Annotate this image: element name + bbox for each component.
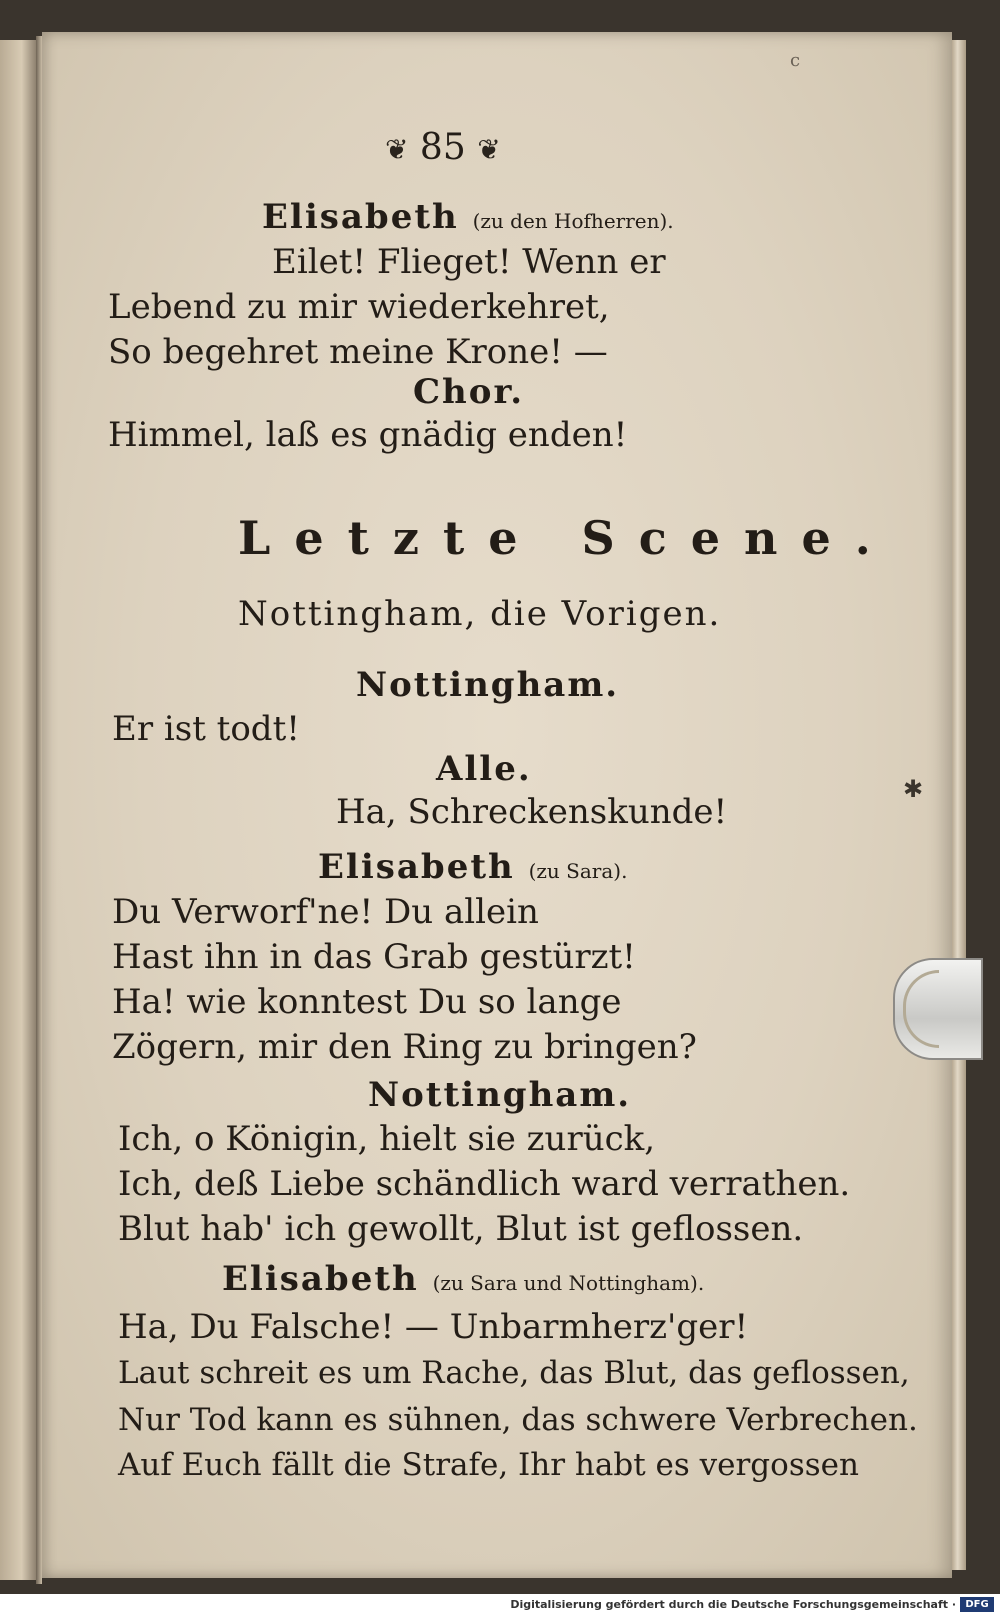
- speaker-elisabeth-1: [262, 197, 674, 237]
- verse-line: Laut schreit es um Rache, das Blut, das geflossen,: [118, 1355, 910, 1391]
- verse-line: Auf Euch fällt die Strafe, Ihr habt es vergossen: [118, 1447, 859, 1483]
- page-number-value: 85: [419, 127, 466, 168]
- paper-clip: [893, 958, 983, 1060]
- stage-direction: (zu Sara und Nottingham).: [432, 1271, 705, 1295]
- verse-line: Nur Tod kann es sühnen, das schwere Verbrechen.: [118, 1402, 918, 1438]
- verse-line: Ha, Schreckenskunde!: [336, 792, 728, 832]
- verse-line: Eilet! Flieget! Wenn er: [272, 242, 666, 282]
- corner-mark: c: [790, 50, 801, 71]
- paper-clip-loop: [903, 970, 939, 1048]
- verse-line: Ha, Du Falsche! — Unbarmherz'ger!: [118, 1307, 749, 1347]
- verse-line: Ha! wie konntest Du so lange: [112, 982, 622, 1022]
- scene-setting: Nottingham, die Vorigen.: [238, 594, 722, 634]
- verse-line: Blut hab' ich gewollt, Blut ist geflossen.: [118, 1209, 804, 1249]
- page-edge: [952, 40, 966, 1570]
- verse-line: Zögern, mir den Ring zu bringen?: [112, 1027, 697, 1067]
- ornament-right-icon: ❦: [477, 133, 501, 166]
- stage-direction: (zu Sara).: [528, 859, 628, 883]
- verse-line: Du Verworf'ne! Du allein: [112, 892, 539, 932]
- left-page-edge: [0, 40, 38, 1580]
- speaker-alle: Alle.: [436, 749, 532, 789]
- speaker-name: Elisabeth: [222, 1259, 419, 1299]
- margin-mark-icon: ✱: [903, 775, 924, 803]
- speaker-name: Elisabeth: [318, 847, 515, 887]
- speaker-nottingham-2: Nottingham.: [368, 1075, 632, 1115]
- verse-line: Er ist todt!: [112, 709, 300, 749]
- dfg-logo: DFG: [960, 1597, 994, 1612]
- page-number: [385, 127, 501, 168]
- verse-line: Lebend zu mir wiederkehret,: [108, 287, 610, 327]
- verse-line: Hast ihn in das Grab gestürzt!: [112, 937, 636, 977]
- scene-title: Letzte Scene.: [238, 511, 895, 565]
- speaker-elisabeth-2: [318, 847, 628, 887]
- speaker-name: Elisabeth: [262, 197, 459, 237]
- speaker-chor: Chor.: [413, 372, 525, 412]
- ornament-left-icon: ❦: [385, 133, 409, 166]
- verse-line: So begehret meine Krone! —: [108, 332, 608, 372]
- footer-credit: Digitalisierung gefördert durch die Deutsche Forschungsgemeinschaft ·: [510, 1598, 956, 1611]
- stage-direction: (zu den Hofherren).: [472, 209, 674, 233]
- speaker-elisabeth-3: [222, 1259, 705, 1299]
- speaker-nottingham-1: Nottingham.: [356, 665, 620, 705]
- footer-bar: [0, 1594, 1000, 1616]
- verse-line: Himmel, laß es gnädig enden!: [108, 415, 628, 455]
- verse-line: Ich, o Königin, hielt sie zurück,: [118, 1119, 656, 1159]
- verse-line: Ich, deß Liebe schändlich ward verrathen.: [118, 1164, 851, 1204]
